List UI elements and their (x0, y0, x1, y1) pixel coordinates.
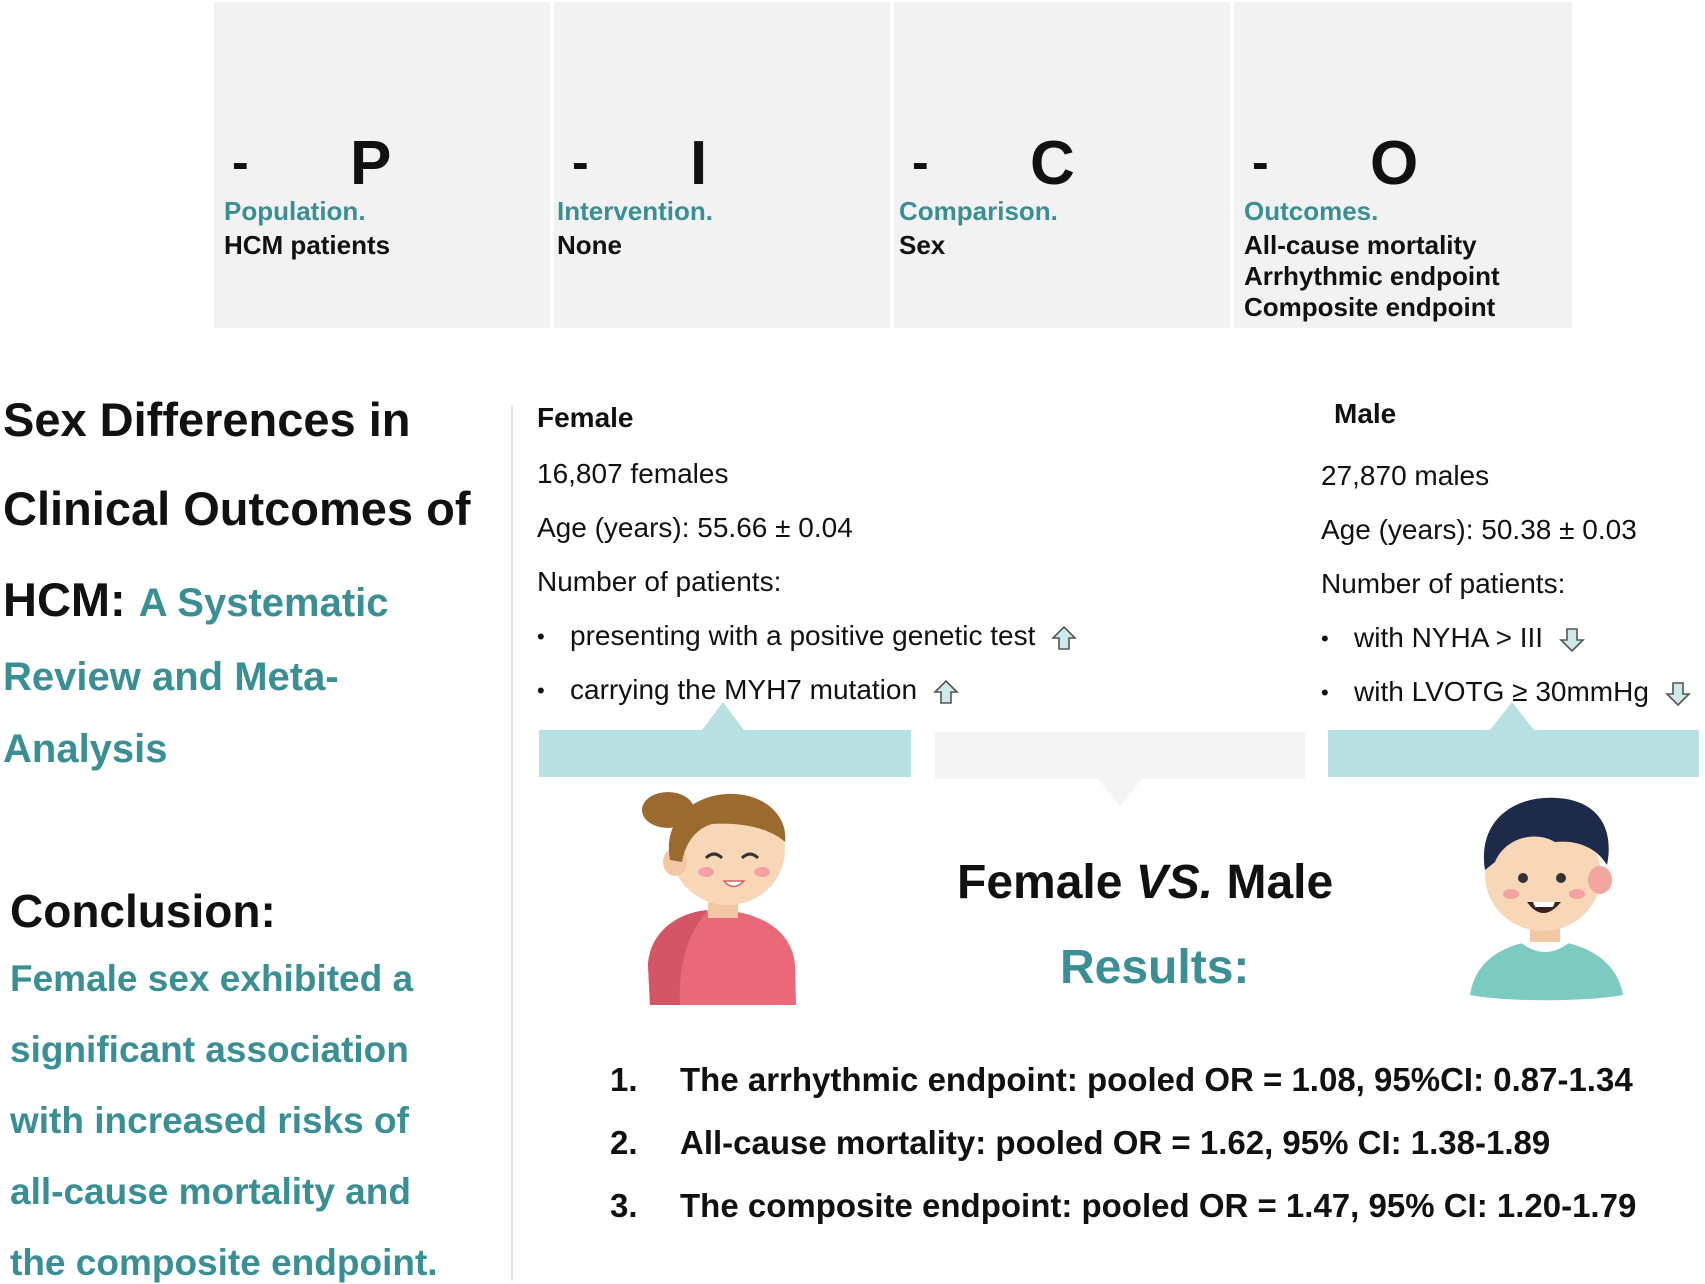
vs-male: Male (1226, 856, 1334, 909)
pico-value-line: All-cause mortality (1244, 230, 1477, 260)
results-heading: Results: (1060, 941, 1250, 994)
female-patients-label: Number of patients: (537, 566, 782, 597)
pico-label-i: Intervention. (557, 196, 714, 226)
pico-letter-c: C (1030, 129, 1075, 198)
female-age: Age (years): 55.66 ± 0.04 (537, 512, 853, 543)
result-number: 3. (610, 1187, 638, 1224)
vs-label: VS. (1135, 856, 1214, 909)
pico-letter-o: O (1370, 129, 1419, 198)
pico-value-line: HCM patients (224, 230, 391, 260)
title-subtitle-line: Review and Meta- (3, 655, 339, 699)
center-callout (935, 732, 1305, 807)
bullet: • (1321, 680, 1329, 705)
title-subtitle-start: A Systematic (138, 581, 389, 625)
conclusion-line: significant association (10, 1029, 409, 1070)
female-heading: Female (537, 402, 634, 433)
result-number: 2. (610, 1124, 638, 1161)
pico-dash: - (912, 134, 929, 190)
conclusion-line: with increased risks of (10, 1100, 409, 1141)
pico-dash: - (572, 134, 589, 190)
pico-label-o: Outcomes. (1244, 196, 1379, 226)
pico-letter-p: P (350, 129, 392, 198)
title-line: Clinical Outcomes of (3, 482, 471, 535)
pico-label-p: Population. (224, 196, 366, 226)
male-age: Age (years): 50.38 ± 0.03 (1321, 514, 1637, 545)
male-avatar-icon (1465, 790, 1635, 1005)
male-item-text: with NYHA > III (1354, 622, 1544, 653)
pico-value-line: Sex (899, 230, 946, 260)
male-count: 27,870 males (1321, 460, 1490, 491)
conclusion-line: Female sex exhibited a (10, 958, 414, 999)
title-hcm: HCM: (3, 573, 126, 626)
female-item-text: presenting with a positive genetic test (570, 620, 1036, 651)
pico-label-c: Comparison. (899, 196, 1058, 226)
result-text: All-cause mortality: pooled OR = 1.62, 95% CI: 1.38-1.89 (680, 1124, 1551, 1161)
conclusion-heading: Conclusion: (10, 885, 276, 937)
bullet: • (1321, 626, 1329, 651)
pico-dash: - (1252, 134, 1269, 190)
result-number: 1. (610, 1061, 638, 1098)
female-callout (539, 702, 911, 777)
male-heading: Male (1334, 398, 1397, 429)
conclusion-line: the composite endpoint. (10, 1242, 438, 1283)
pico-dash: - (232, 134, 249, 190)
title-line: Sex Differences in (3, 393, 411, 446)
pico-value-line: Arrhythmic endpoint (1244, 261, 1500, 291)
bullet: • (537, 678, 545, 703)
conclusion-line: all-cause mortality and (10, 1171, 411, 1212)
male-patients-label: Number of patients: (1321, 568, 1566, 599)
female-count: 16,807 females (537, 458, 729, 489)
result-text: The composite endpoint: pooled OR = 1.47, 95% CI: 1.20-1.79 (680, 1187, 1637, 1224)
vs-female: Female (957, 856, 1123, 909)
result-text: The arrhythmic endpoint: pooled OR = 1.08, 95%CI: 0.87-1.34 (680, 1061, 1633, 1098)
pico-value-line: None (557, 230, 622, 260)
pico-value-line: Composite endpoint (1244, 292, 1496, 322)
female-item-text: carrying the MYH7 mutation (570, 674, 918, 705)
bullet: • (537, 624, 545, 649)
comparison-title (957, 855, 1333, 910)
title-subtitle-line: Analysis (3, 727, 168, 771)
male-item-text: with LVOTG ≥ 30mmHg (1354, 676, 1649, 707)
female-avatar-icon (620, 780, 820, 1005)
male-callout (1328, 702, 1699, 777)
pico-letter-i: I (690, 129, 708, 198)
